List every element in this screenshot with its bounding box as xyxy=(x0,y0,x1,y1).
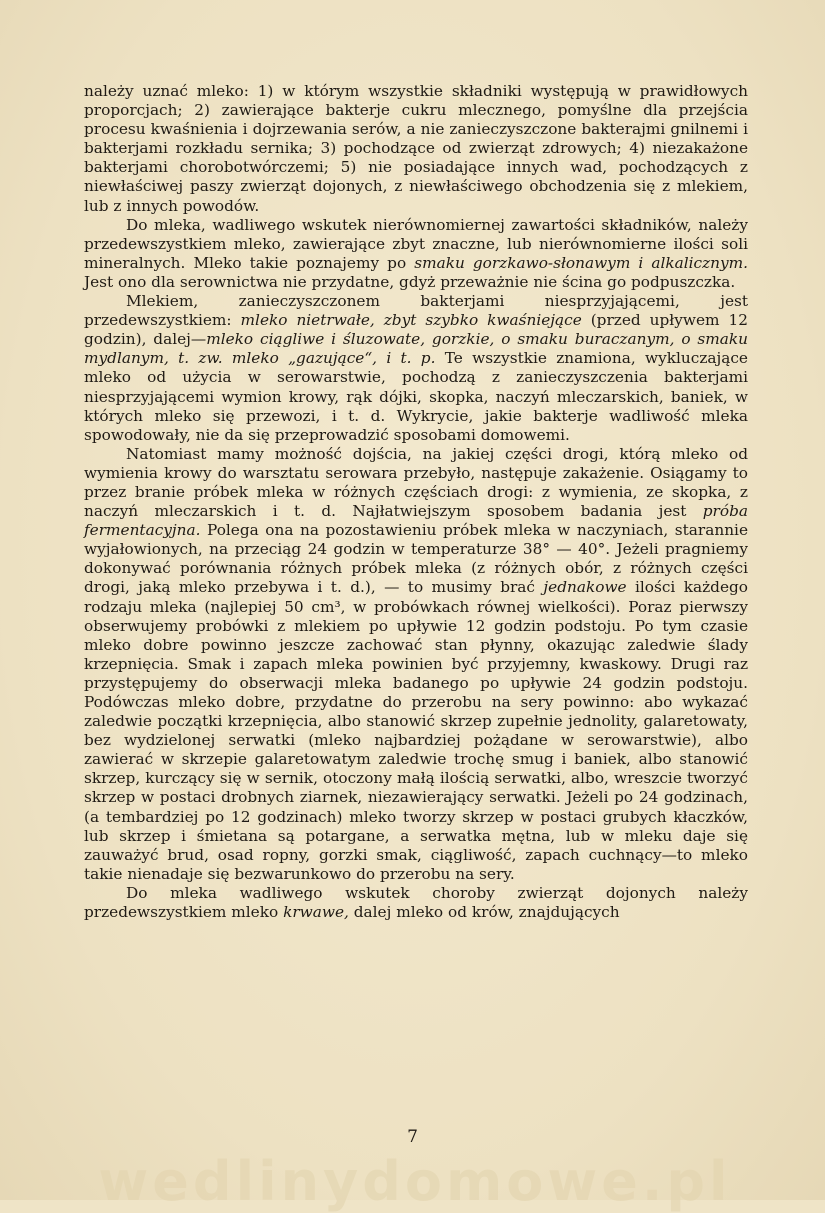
paragraph-1 xyxy=(84,82,748,216)
text-segment: Te wszystkie znamiona, wykluczające mleko od użycia w serowarstwie, pochodzą z zanieczyszczenia bakterjami niesprzyjającemi wymion krowy, rąk dójki, skopka, naczyń mleczarskich, baniek, w których mleko się przewozi, i t. d. Wykrycie, jakie bakterje wadliwość mleka spowodowały, nie da się przeprowadzić sposobami domowemi. xyxy=(84,349,748,444)
text-segment: dalej mleko od krów, znajdujących xyxy=(348,903,620,922)
italic-segment: jednakowe xyxy=(543,578,627,597)
paragraph-4 xyxy=(84,445,748,884)
watermark: wedlinydomowe.pl xyxy=(98,1150,732,1213)
italic-segment: próba fermentacyjna. xyxy=(84,502,748,540)
paragraph-2 xyxy=(84,216,748,292)
text-segment: Jest ono dla serownictwa nie przydatne, gdyż przeważnie nie ścina go podpuszczka. xyxy=(84,272,736,291)
text-segment: (przed upływem 12 godzin), dalej— xyxy=(84,311,748,349)
page-number: 7 xyxy=(407,1127,418,1147)
text-segment: Mlekiem, zanieczyszczonem bakterjami niesprzyjającemi, jest przedewszystkiem: xyxy=(84,292,748,330)
paragraph-5 xyxy=(84,884,748,922)
text-segment: Do mleka, wadliwego wskutek nierównomiernej zawartości składników, należy przedewszystkiem mleko, zawierające zbyt znaczne, lub nierównomierne ilości soli mineralnych. Mleko takie poznajemy po xyxy=(84,215,748,272)
text-segment: ilości każdego rodzaju mleka (najlepiej 50 cm³, w probówkach równej wielkości). Poraz pierwszy obserwujemy probówki z mlekiem po upływie 12 godzin podstoju. Po tym czasie mleko dobre powinno jeszcze zachować stan płynny, okazując zaledwie ślady krzepnięcia. Smak i zapach mleka powinien być przyjemny, kwaskowy. Drugi raz przystępujemy do obserwacji mleka badanego po upływie 24 godzin podstoju. Podówczas mleko dobre, przydatne do przerobu na sery powinno: abo wykazać zaledwie początki krzepnięcia, albo stanowić skrzep zupełnie jednolity, galaretowaty, bez wydzielonej serwatki (mleko najbardziej pożądane w serowarstwie), albo zawierać w skrzepie galaretowatym zaledwie trochę smug i baniek, albo stanowić skrzep, kurczący się w sernik, otoczony małą ilością serwatki, albo, wreszcie tworzyć skrzep w postaci drobnych ziarnek, niezawierający serwatki. Jeżeli po 24 godzinach, (a tembardziej po 12 godzinach) mleko tworzy skrzep w postaci grubych kłaczków, lub skrzep i śmietana są potargane, a serwatka mętna, lub w mleku daje się zauważyć brud, osad ropny, gorzki smak, ciągliwość, zapach cuchnący—to mleko takie nienadaje się bezwarunkowo do przerobu na sery. xyxy=(84,578,748,883)
text-segment: Natomiast mamy możność dojścia, na jakiej części drogi, którą mleko od wymienia krowy do warsztatu serowara przebyło, następuje zakażenie. Osiągamy to przez branie próbek mleka w różnych częściach drogi: z wymienia, ze skopka, z naczyń mleczarskich i t. d. Najłatwiejszym sposobem badania jest xyxy=(84,444,748,521)
italic-segment: mleko nietrwałe, zbyt szybko kwaśniejące xyxy=(240,311,582,330)
italic-segment: mleko ciągliwe i śluzowate, gorzkie, o smaku buraczanym, o smaku mydlanym, t. zw. mleko „gazujące“, i t. p. xyxy=(84,330,749,368)
body-text xyxy=(84,82,748,922)
italic-segment: krwawe, xyxy=(283,903,349,922)
paragraph-3 xyxy=(84,292,748,445)
text-segment: należy uznać mleko: 1) w którym wszystkie składniki występują w prawidłowych proporcjach; 2) zawierające bakterje cukru mlecznego, pomyślne dla przejścia procesu kwaśnienia i dojrzewania serów, a nie zanieczyszczone bakterajmi gnilnemi i bakterjami rozkładu sernika; 3) pochodzące od zwierząt zdrowych; 4) niezakażone bakterjami chorobotwórczemi; 5) nie posiadające innych wad, pochodzących z niewłaściwej paszy zwierząt dojonych, z niewłaściwego obchodzenia się z mlekiem, lub z innych powodów. xyxy=(84,82,748,215)
italic-segment: smaku gorzkawo-słonawym i alkalicznym. xyxy=(414,253,749,272)
text-segment: Polega ona na pozostawieniu próbek mleka w naczyniach, starannie wyjałowionych, na przeciąg 24 godzin w temperaturze 38° — 40°. Jeżeli pragniemy dokonywać porównania różnych próbek mleka (z różnych obór, z różnych części drogi, jaką mleko przebywa i t. d.), — to musimy brać xyxy=(84,521,748,597)
text-segment: Do mleka wadliwego wskutek choroby zwierząt dojonych należy przedewszystkiem mleko xyxy=(84,883,748,922)
